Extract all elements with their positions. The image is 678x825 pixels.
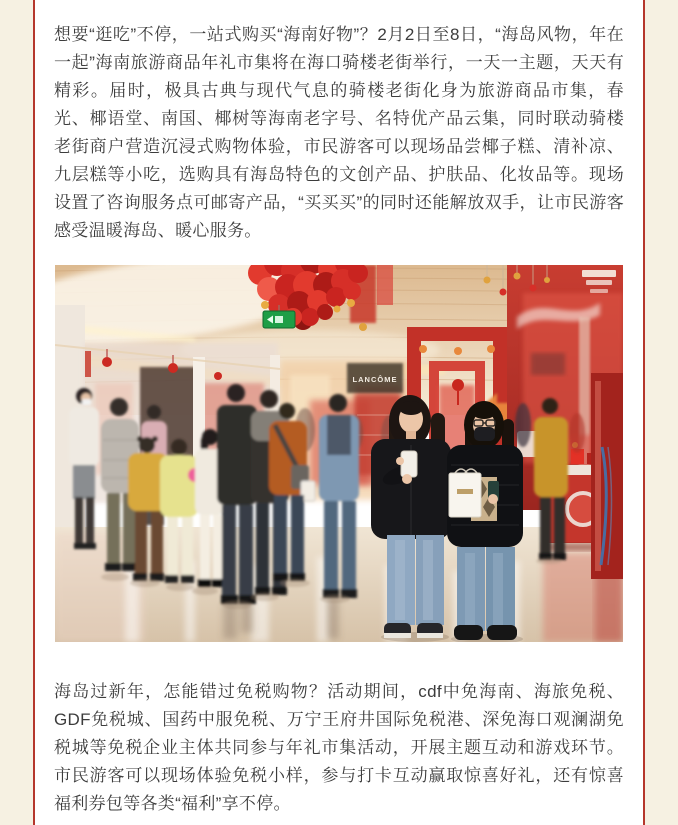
paragraph-dutyfree: 海岛过新年，怎能错过免税购物？活动期间，cdf中免海南、海旅免税、GDF免税城、国药中服免税、万宁王府井国际免税港、深免海口观澜湖免税城等免税企业主体共同参与年礼市集活动，开展主题互动和游戏环节。市民游客可以现场体验免税小样，参与打卡互动赢取惊喜好礼，还有惊喜福利券包等各类“福利”享不停。 bbox=[54, 682, 624, 813]
mall-scene-illustration bbox=[55, 265, 623, 642]
lancome-sign bbox=[347, 363, 403, 393]
red-pillar bbox=[591, 373, 623, 579]
smartphone bbox=[401, 451, 417, 477]
paragraph-market: 想要“逛吃”不停，一站式购买“海南好物”？2月2日至8日，“海岛风物，年在一起”海南旅游商品年礼市集将在海口骑楼老街举行，一天一主题，天天有精彩。届时，极具古典与现代气息的骑楼老街化身为旅游商品市集，春光、椰语堂、南国、椰树等海南老字号、名特优产品云集，同时联动骑楼老街商户营造沉浸式购物体验，市民游客可以现场品尝椰子糕、清补凉、九层糕等小吃，选购具有海岛特色的文创产品、护肤品、化妆品等。现场设置了咨询服务点可邮寄产品，“买买买”的同时还能解放双手，让市民游客感受温暖海岛、暖心服务。 bbox=[54, 25, 624, 240]
content-frame bbox=[33, 0, 645, 825]
mall-photo[interactable] bbox=[55, 265, 623, 642]
lancome-sign-text: LANCÔME bbox=[352, 375, 398, 384]
article-body bbox=[54, 0, 624, 818]
shopping-bag bbox=[449, 469, 481, 517]
face-mask bbox=[474, 427, 495, 441]
